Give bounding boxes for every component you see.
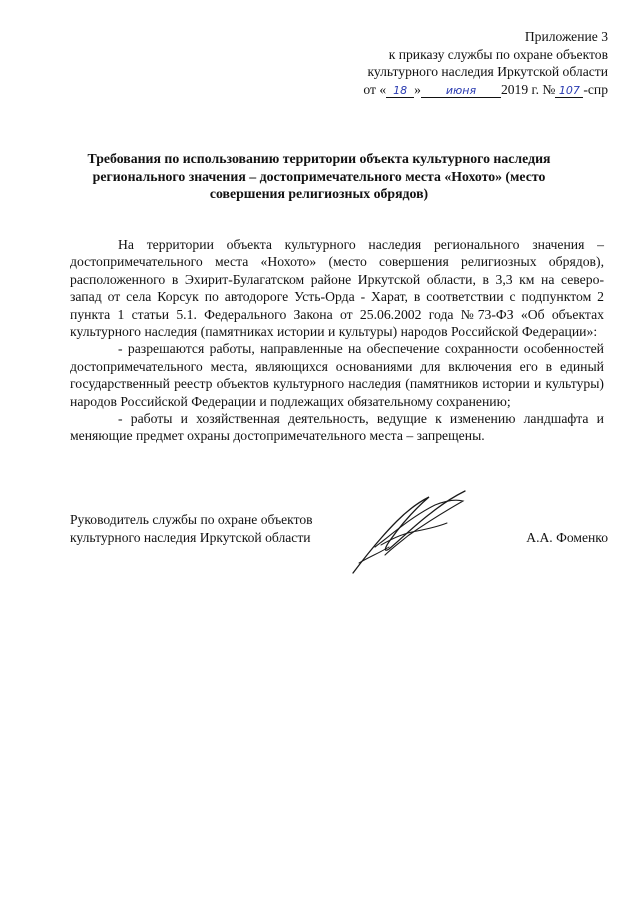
date-prefix: от « [363, 81, 387, 97]
date-year: 2019 г. № [500, 81, 556, 97]
signer-position-line-1: Руководитель службы по охране объектов [70, 512, 313, 527]
date-mid: » [414, 81, 421, 97]
appendix-order-ref: к приказу службы по охране объектов [388, 46, 608, 62]
date-day-handwritten: 18 [386, 85, 414, 98]
title-line-2: регионального значения – достопримечательного места «Нохото» (место [92, 168, 546, 184]
appendix-header [248, 28, 608, 98]
signer-position-line-2: культурного наследия Иркутской области [70, 529, 311, 545]
title-line-1: Требования по использованию территории объекта культурного наследия [87, 151, 551, 166]
prohibited-works-item: - работы и хозяйственная деятельность, ведущие к изменению ландшафта и меняющие предмет охраны достопримечательного места – запрещены. [70, 411, 604, 444]
appendix-date-line [248, 81, 608, 99]
permitted-works-item: - разрешаются работы, направленные на обеспечение сохранности особенностей достопримечательного места, являющихся основаниями для включения его в единый государственный реестр объектов культурного наследия (памятников истории и культуры) народов Российской Федерации и подлежащих обязательному сохранению; [70, 341, 604, 409]
doc-suffix: -спр [583, 81, 608, 97]
signer-position [70, 511, 370, 546]
doc-number-handwritten: 107 [555, 85, 583, 98]
title-line-3: совершения религиозных обрядов) [209, 186, 429, 202]
appendix-number: Приложение 3 [524, 29, 608, 44]
handwritten-signature [345, 487, 475, 582]
date-month-handwritten: июня [421, 85, 501, 98]
document-title [60, 150, 578, 203]
signer-name: А.А. Фоменко [526, 530, 608, 545]
document-body [70, 236, 604, 445]
body-paragraph: На территории объекта культурного наследия регионального значения – достопримечательного места «Нохото» (место совершения религиозных обрядов), расположенного в Эхирит-Булагатском районе Иркутской области, в 3,3 км на северо-запад от села Корсук по автодороге Усть-Орда - Харат, в соответствии с подпунктом 2 пункта 1 статьи 5.1. Федерального Закона от 25.06.2002 года №73-ФЗ «Об объектах культурного наследия (памятниках истории и культуры) народов Российской Федерации»: [70, 237, 604, 340]
appendix-authority: культурного наследия Иркутской области [367, 64, 608, 80]
